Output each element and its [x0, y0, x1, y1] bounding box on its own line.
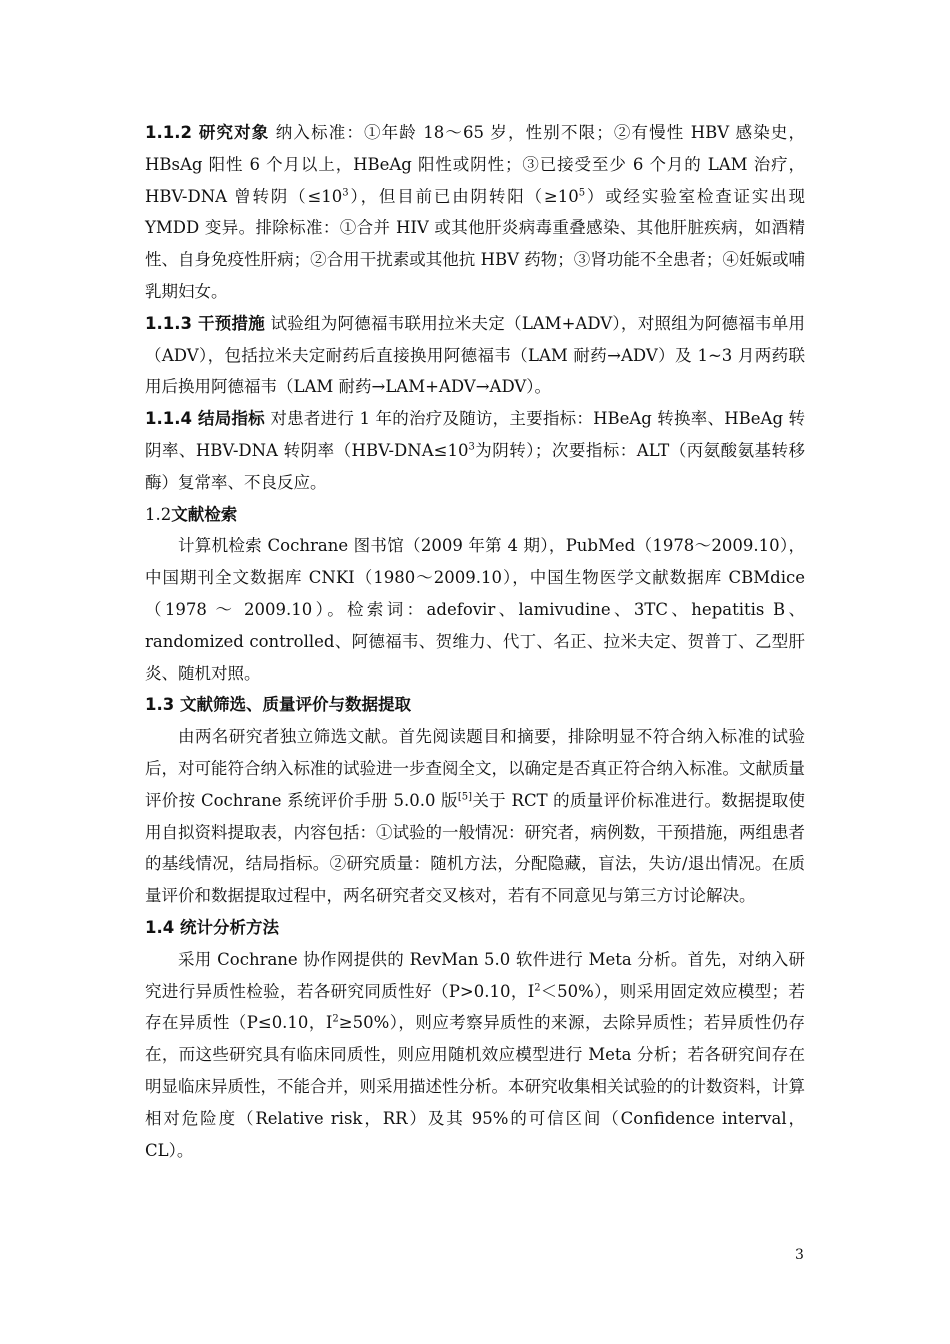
paragraph-text: 关于 RCT 的质量评价标准进行。数据提取使用自拟资料提取表，内容包括：①试验的一般情况：研究者，病例数，干预措施，两组患者的基线情况，结局指标。②研究质量：随机方法，分配隐藏，盲法，失访/退出情况。在质量评价和数据提取过程中，两名研究者交叉核对，若有不同意见与第三方讨论解决。 — [145, 790, 806, 906]
section-heading: 1.1.3 干预措施 — [145, 313, 265, 333]
paragraph-text: 试验组为阿德福韦联用拉米夫定（LAM+ADV），对照组为阿德福韦单用（ADV），包括拉米夫定耐药后直接换用阿德福韦（LAM 耐药→ADV）及 1~3 月两药联用后换用阿德福韦（LAM 耐药→LAM+ADV→ADV）。 — [145, 313, 805, 397]
superscript: 3 — [468, 441, 475, 453]
paragraph-text: ≥50%），则应考察异质性的来源，去除异质性；若异质性仍存在，而这些研究具有临床同质性，则应用随机效应模型进行 Meta 分析；若各研究间存在明显临床异质性，不能合并，则采用描述性分析。本研究收集相关试验的的计数资料，计算相对危险度（Relative risk，RR）及其 95%的可信区间（Confidence interval，CL）。 — [145, 1013, 806, 1160]
document-body — [145, 117, 805, 1166]
paragraph-text: ）或经实验室检查证实出现 YMDD 变异。排除标准：①合并 HIV 或其他肝炎病毒重叠感染、其他肝脏疾病，如酒精性、自身免疫性肝病；②合用干扰素或其他抗 HBV 药物；③肾功能不全患者；④妊娠或哺乳期妇女。 — [145, 186, 806, 301]
page-number: 3 — [795, 1247, 804, 1263]
section-1-2-heading — [145, 499, 805, 531]
paragraph-text: ＜50%），则采用固定效应模型；若存在异质性（P≤0.10，I — [145, 981, 805, 1033]
section-1-3-heading: 1.3 文献筛选、质量评价与数据提取 — [145, 695, 411, 715]
paragraph-text: ），但目前已由阴转阳（≥10 — [348, 186, 579, 206]
superscript: 2 — [332, 1013, 339, 1025]
section-heading: 1.1.4 结局指标 — [145, 409, 265, 429]
paragraph-text: 由两名研究者独立筛选文献。首先阅读题目和摘要，排除明显不符合纳入标准的试验后，对可能符合纳入标准的试验进一步查阅全文，以确定是否真正符合纳入标准。文献质量评价按 Cochrane 系统评价手册 5.0.0 版 — [145, 727, 805, 810]
section-1-1-3 — [145, 308, 805, 403]
superscript: 2 — [534, 982, 541, 994]
section-1-2-paragraph: 计算机检索 Cochrane 图书馆（2009 年第 4 期），PubMed（1978～2009.10），中国期刊全文数据库 CNKI（1980～2009.10），中国生物医学文献数据库 CBMdice（1978 ～ 2009.10）。检索词：adefovir、lamivudine、3TC、hepatitis B、randomized controlled、阿德福韦、贺维力、代丁、名正、拉米夫定、贺普丁、乙型肝炎、随机对照。 — [145, 536, 805, 683]
section-heading: 1.1.2 研究对象 — [145, 123, 270, 142]
section-1-1-4 — [145, 403, 805, 498]
superscript: 5 — [578, 187, 586, 199]
section-title: 文献检索 — [171, 504, 238, 524]
paragraph-text: 纳入标准：①年龄 18～65 岁，性别不限；②有慢性 HBV 感染史，HBsAg 阳性 6 个月以上，HBeAg 阳性或阴性；③已接受至少 6 个月的 LAM 治疗，HBV-DNA 曾转阴（≤10 — [145, 123, 805, 206]
paragraph-text: 采用 Cochrane 协作网提供的 RevMan 5.0 软件进行 Meta 分析。首先，对纳入研究进行异质性检验，若各研究同质性好（P>0.10，I — [145, 949, 805, 1001]
superscript: 3 — [342, 187, 349, 199]
section-number: 1.2 — [145, 504, 172, 524]
paragraph-text: 对患者进行 1 年的治疗及随访，主要指标：HBeAg 转换率、HBeAg 转阴率、HBV-DNA 转阴率（HBV-DNA≤10 — [145, 409, 805, 460]
section-1-4-paragraph — [145, 944, 805, 1167]
section-1-1-2 — [145, 117, 805, 308]
section-1-4-heading: 1.4 统计分析方法 — [145, 917, 279, 937]
section-1-3-paragraph — [145, 721, 805, 912]
paragraph-text: 为阴转）；次要指标：ALT（丙氨酸氨基转移酶）复常率、不良反应。 — [145, 440, 805, 492]
citation-ref: [5] — [457, 791, 473, 803]
